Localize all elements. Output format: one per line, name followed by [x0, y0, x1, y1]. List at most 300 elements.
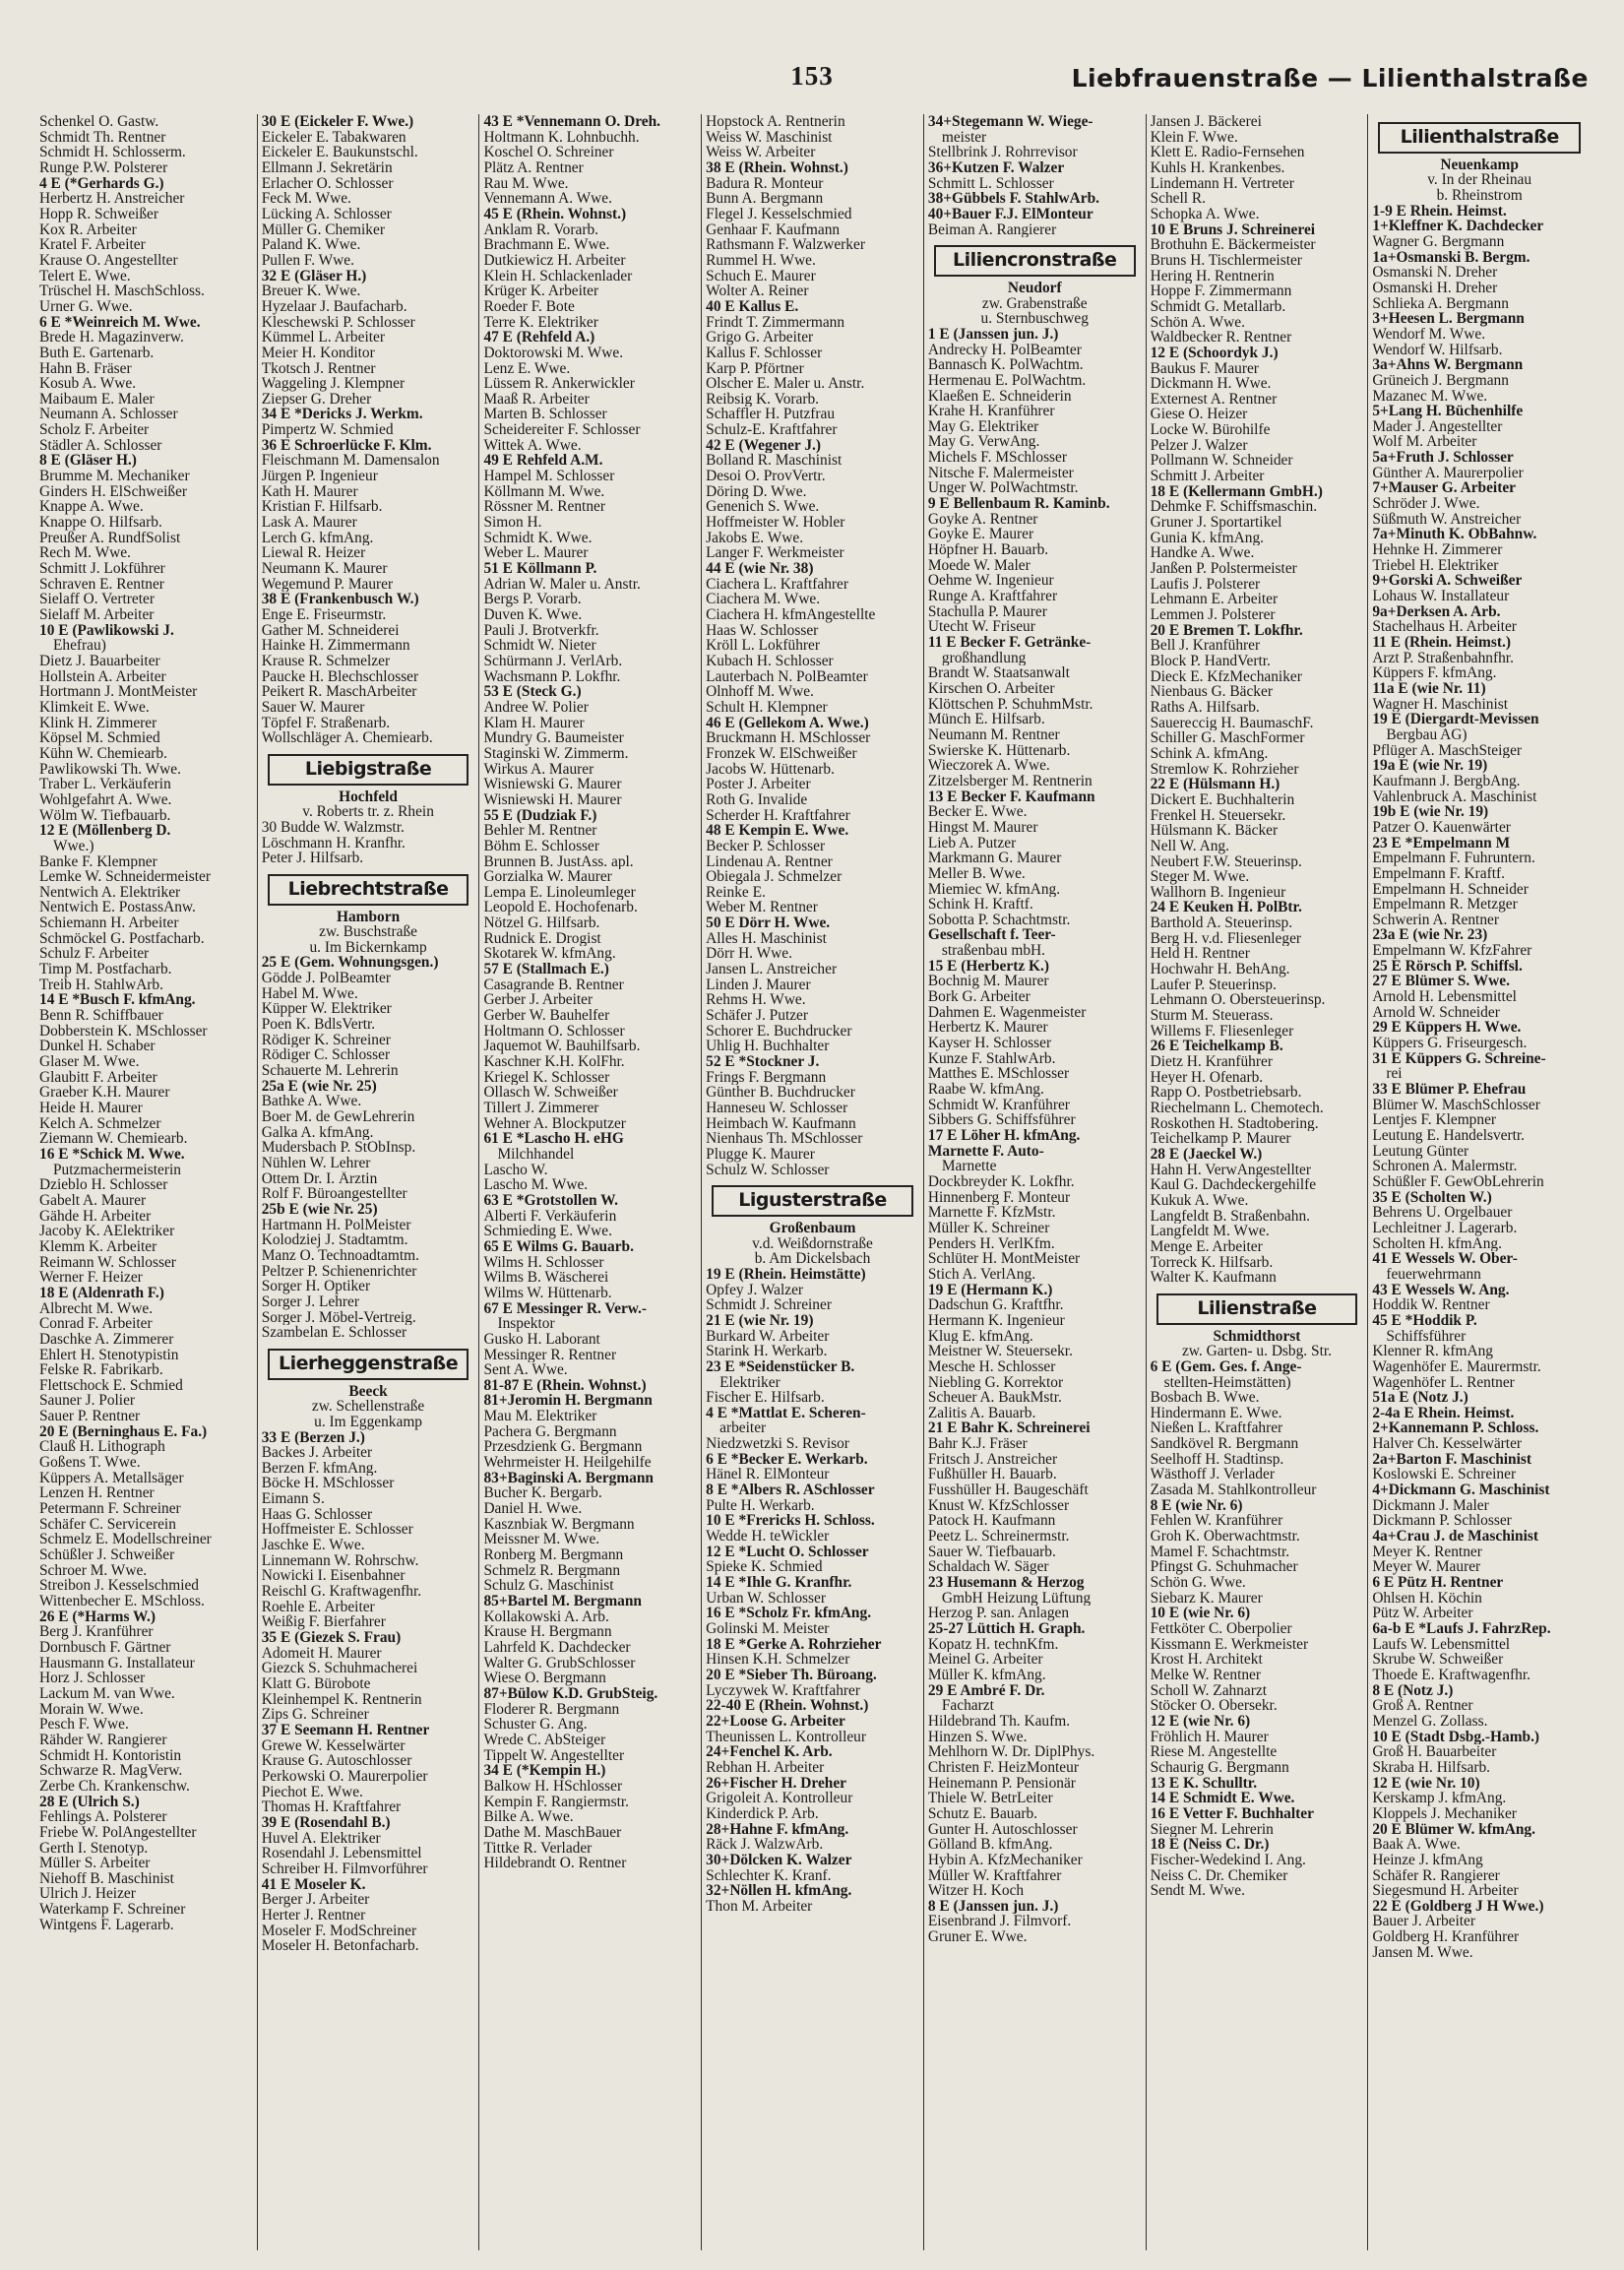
- resident-entry: Thiele W. BetrLeiter: [927, 1791, 1053, 1806]
- resident-entry: Urban W. Schlosser: [706, 1590, 826, 1607]
- resident-entry: Lahrfeld K. Dachdecker: [483, 1639, 631, 1656]
- house-entry: 37 E Seemann H. Rentner: [261, 1722, 430, 1738]
- resident-entry: Kratel F. Arbeiter: [39, 237, 146, 253]
- house-entry: 12 E (Schoordyk J.): [1150, 345, 1279, 361]
- resident-entry: Kosub A. Wwe.: [39, 376, 137, 392]
- resident-entry: Brunnen B. JustAss. apl.: [483, 853, 634, 870]
- resident-entry: Lascho W.: [483, 1162, 548, 1178]
- resident-entry: Witzer H. Koch: [927, 1883, 1025, 1899]
- resident-entry: Doktorowski M. Wwe.: [483, 345, 624, 361]
- resident-entry: Felske R. Fabrikarb.: [39, 1362, 163, 1378]
- resident-entry: Adomeit H. Maurer: [261, 1645, 382, 1662]
- resident-entry: Poen K. BdlsVertr.: [261, 1017, 376, 1033]
- resident-entry: Patock H. Kaufmann: [927, 1513, 1056, 1530]
- resident-entry: Jakobs E. Wwe.: [706, 530, 804, 546]
- resident-entry: Kollakowski A. Arb.: [483, 1608, 609, 1625]
- resident-entry: Klink H. Zimmerer: [39, 715, 157, 731]
- resident-entry: Klimkeit E. Wwe.: [39, 699, 150, 716]
- resident-entry: Feck M. Wwe.: [261, 191, 351, 207]
- resident-entry: Riese M. Angestellte: [1150, 1744, 1278, 1760]
- resident-entry: Klein H. Schlackenlader: [483, 268, 633, 284]
- resident-entry: Laufer P. Steuerinsp.: [1150, 977, 1277, 993]
- resident-entry: Töpfel F. Straßenarb.: [261, 715, 391, 731]
- resident-entry: Hahn B. Fräser: [39, 360, 132, 377]
- resident-entry: Pulte H. Werkarb.: [706, 1497, 815, 1514]
- resident-entry: Krause H. Bergmann: [483, 1624, 612, 1640]
- resident-entry: Triebel H. Elektriker: [1372, 557, 1499, 574]
- house-entry: 4 E (*Gerhards G.): [39, 175, 164, 192]
- resident-entry: Zerbe Ch. Krankenschw.: [39, 1778, 190, 1795]
- resident-entry: Dadschun G. Kraftfhr.: [927, 1297, 1064, 1313]
- resident-entry: Eimann S.: [261, 1491, 325, 1507]
- resident-entry: Schroer M. Wwe.: [39, 1562, 148, 1579]
- resident-entry: Goldberg H. Kranführer: [1372, 1929, 1520, 1945]
- resident-entry: Fehlings A. Polsterer: [39, 1809, 167, 1825]
- resident-entry: Bahr K.J. Fräser: [927, 1436, 1028, 1452]
- resident-entry: Pachera G. Bergmann: [483, 1423, 617, 1440]
- resident-entry: Bunn A. Bergmann: [706, 191, 824, 207]
- house-entry: 36 E Schroerlücke F. Klm.: [261, 437, 432, 454]
- resident-entry: Lyczywek W. Kraftfahrer: [706, 1682, 860, 1699]
- resident-entry: Fusshüller H. Baugeschäft: [927, 1482, 1089, 1498]
- resident-entry: Niedzwetzki S. Revisor: [706, 1436, 849, 1452]
- house-entry: Marnette F. Auto-: [927, 1143, 1044, 1160]
- resident-entry: Reischl G. Kraftwagenfhr.: [261, 1584, 422, 1600]
- resident-entry: Ottem Dr. I. Ärztin: [261, 1170, 378, 1187]
- resident-entry: Wilms W. Hüttenarb.: [483, 1285, 612, 1301]
- resident-entry: Roeder F. Bote: [483, 298, 575, 315]
- resident-entry: Pütz W. Arbeiter: [1372, 1606, 1473, 1621]
- resident-entry: Flegel J. Kesselschmied: [706, 206, 852, 222]
- resident-entry: Hildebrand Th. Kaufm.: [927, 1713, 1071, 1730]
- resident-entry: Höpfner H. Bauarb.: [927, 542, 1049, 558]
- resident-entry: Ciachera L. Kraftfahrer: [706, 576, 848, 593]
- house-entry: 6a-b E *Laufs J. FahrzRep.: [1372, 1621, 1551, 1637]
- resident-entry: Oehme W. Ingenieur: [927, 573, 1054, 590]
- resident-entry: Lask A. Maurer: [261, 515, 357, 531]
- resident-entry: Beiman A. Rangierer: [927, 221, 1057, 238]
- resident-entry: Zalitis A. Bauarb.: [927, 1405, 1036, 1421]
- resident-entry: Müller S. Arbeiter: [39, 1856, 151, 1871]
- resident-entry: Schuster G. Ang.: [483, 1717, 588, 1733]
- resident-entry: Preußer A. RundfSolist: [39, 530, 181, 546]
- resident-entry: Andree W. Polier: [483, 699, 589, 716]
- resident-entry: Klug E. kfmAng.: [927, 1328, 1033, 1345]
- resident-entry: Meyer W. Maurer: [1372, 1559, 1481, 1576]
- resident-entry: Wagenhöfer L. Rentner: [1372, 1374, 1515, 1391]
- resident-entry: Baukus F. Maurer: [1150, 360, 1259, 377]
- house-entry: 16 E Vetter F. Buchhalter: [1150, 1805, 1314, 1822]
- resident-entry: Herter J. Rentner: [261, 1907, 366, 1923]
- house-entry: 20 E (Berninghaus E. Fa.): [39, 1423, 208, 1440]
- resident-entry: Bell J. Kranführer: [1150, 638, 1261, 654]
- resident-entry: Reibsig K. Vorarb.: [706, 391, 820, 408]
- resident-entry: Weißig F. Bierfahrer: [261, 1614, 386, 1631]
- house-entry: 9 E Bellenbaum R. Kaminb.: [927, 496, 1110, 512]
- resident-entry: Giezck S. Schuhmacherei: [261, 1661, 418, 1676]
- house-entry: 23 E *Seidenstücker B.: [706, 1358, 855, 1375]
- house-entry: 48 E Kempin E. Wwe.: [706, 823, 849, 839]
- house-entry: 8 E (Notz J.): [1372, 1682, 1454, 1699]
- resident-entry: Wolf M. Arbeiter: [1372, 434, 1477, 451]
- resident-entry: Schreiber H. Filmvorführer: [261, 1860, 428, 1877]
- resident-entry: Ollasch W. Schweißer: [483, 1085, 618, 1101]
- resident-entry: Roskothen H. Stadtobering.: [1150, 1115, 1319, 1132]
- resident-entry: Peltzer P. Schienenrichter: [261, 1263, 417, 1280]
- resident-entry: Paucke H. Blechschlosser: [261, 668, 419, 685]
- resident-entry: Hoffmeister W. Hobler: [706, 515, 845, 531]
- resident-entry: Schmidt K. Wwe.: [483, 530, 593, 546]
- resident-entry: Bauer J. Arbeiter: [1372, 1914, 1476, 1930]
- house-entry: 81-87 E (Rhein. Wohnst.): [483, 1377, 647, 1394]
- resident-entry: Kissmann E. Werkmeister: [1150, 1636, 1309, 1653]
- resident-entry: Hopp R. Schweißer: [39, 206, 158, 222]
- resident-entry: Heyer H. Ofenarb.: [1150, 1069, 1264, 1086]
- resident-entry: Niehoff B. Maschinist: [39, 1870, 174, 1887]
- continuation-line: Inspektor: [497, 1316, 555, 1332]
- resident-entry: Barthold A. Steuerinsp.: [1150, 915, 1293, 931]
- resident-entry: Krause G. Autoschlosser: [261, 1753, 412, 1769]
- resident-entry: Adrian W. Maler u. Anstr.: [483, 576, 641, 593]
- resident-entry: Kaufmann J. BergbAng.: [1372, 773, 1521, 789]
- resident-entry: Giese O. Heizer: [1150, 407, 1248, 423]
- resident-entry: Lüssem R. Ankerwickler: [483, 376, 635, 392]
- resident-entry: Mesche H. Schlosser: [927, 1358, 1056, 1375]
- continuation-line: feuerwehrmann: [1386, 1266, 1481, 1283]
- resident-entry: Sandkövel R. Bergmann: [1150, 1436, 1299, 1452]
- resident-entry: Herzog P. san. Anlagen: [927, 1606, 1070, 1621]
- resident-entry: Lehmann O. Obersteuerinsp.: [1150, 992, 1326, 1009]
- resident-entry: Schaldach W. Säger: [927, 1559, 1049, 1576]
- resident-entry: Klaeßen E. Schneiderin: [927, 388, 1072, 405]
- resident-entry: Kolodziej J. Stadtamtm.: [261, 1232, 408, 1248]
- resident-entry: Schmidt W. Nieter: [483, 638, 596, 654]
- resident-entry: Ciachera H. kfmAngestellte: [706, 607, 876, 623]
- resident-entry: Gunia K. kfmAng.: [1150, 530, 1265, 546]
- resident-entry: Laufs W. Lebensmittel: [1372, 1636, 1511, 1653]
- resident-entry: Baak A. Wwe.: [1372, 1837, 1461, 1853]
- resident-entry: 30 Budde W. Walzmstr.: [261, 819, 405, 836]
- resident-entry: Herbertz K. Maurer: [927, 1020, 1048, 1037]
- continuation-line: stellten-Heimstätten): [1163, 1374, 1291, 1391]
- house-entry: 22-40 E (Rhein. Wohnst.): [706, 1698, 869, 1714]
- resident-entry: Plugge K. Maurer: [706, 1146, 815, 1163]
- resident-entry: Wittenbecher E. MSchloss.: [39, 1594, 205, 1609]
- resident-entry: Fischer-Wedekind I. Ang.: [1150, 1852, 1306, 1868]
- resident-entry: Knust W. KfzSchlosser: [927, 1497, 1070, 1514]
- resident-entry: Berg H. v.d. Fliesenleger: [1150, 930, 1302, 947]
- resident-entry: Meinel G. Arbeiter: [927, 1652, 1043, 1668]
- resident-entry: Hermenau E. PolWachtm.: [927, 372, 1087, 389]
- resident-entry: Theunissen L. Kontrolleur: [706, 1729, 867, 1745]
- resident-entry: Zitzelsberger M. Rentnerin: [927, 773, 1093, 789]
- resident-entry: Flettschock E. Schmied: [39, 1377, 183, 1394]
- resident-entry: Grigo G. Arbeiter: [706, 330, 814, 346]
- resident-entry: Schön G. Wwe.: [1150, 1575, 1246, 1591]
- resident-entry: Piechot E. Wwe.: [261, 1784, 363, 1800]
- resident-entry: Thomas H. Kraftfahrer: [261, 1799, 402, 1815]
- directory-columns: [35, 114, 1591, 2250]
- resident-entry: Schüßler J. Schweißer: [39, 1547, 175, 1563]
- resident-entry: Dickmann J. Maler: [1372, 1497, 1489, 1514]
- continuation-line: Marnette: [941, 1159, 997, 1174]
- resident-entry: Lieb A. Putzer: [927, 835, 1017, 851]
- resident-entry: Klemm K. Arbeiter: [39, 1238, 157, 1255]
- resident-entry: Balkow H. HSchlosser: [483, 1778, 623, 1795]
- resident-entry: Wagner H. Maschinist: [1372, 696, 1508, 713]
- resident-entry: Klöttschen P. SchuhmMstr.: [927, 696, 1093, 713]
- house-entry: 16 E *Schick M. Wwe.: [39, 1146, 185, 1163]
- resident-entry: Przesdzienk G. Bergmann: [483, 1439, 643, 1456]
- resident-entry: Jaschke E. Wwe.: [261, 1538, 365, 1553]
- resident-entry: Jansen L. Anstreicher: [706, 962, 838, 977]
- resident-entry: Schröder J. Wwe.: [1372, 496, 1480, 512]
- resident-entry: Schronen A. Malermstr.: [1372, 1159, 1518, 1174]
- house-entry: 6 E *Weinreich M. Wwe.: [39, 314, 201, 331]
- resident-entry: Genenich S. Wwe.: [706, 499, 820, 516]
- resident-entry: Torreck K. Hilfsarb.: [1150, 1254, 1274, 1271]
- resident-entry: Mudersbach P. StObInsp.: [261, 1140, 416, 1156]
- continuation-line: Elektriker: [719, 1374, 781, 1391]
- house-entry: 34 E *Dericks J. Werkm.: [261, 407, 423, 423]
- resident-entry: Mau M. Elektriker: [483, 1409, 597, 1424]
- resident-entry: Moede W. Maler: [927, 557, 1031, 574]
- resident-entry: Alberti F. Verkäuferin: [483, 1208, 617, 1225]
- resident-entry: Mader J. Angestellter: [1372, 418, 1503, 435]
- resident-entry: Koschel O. Schreiner: [483, 145, 614, 160]
- resident-entry: Heinze J. kfmAng: [1372, 1852, 1483, 1868]
- house-entry: 15 E (Herbertz K.): [927, 958, 1049, 975]
- resident-entry: Simon H.: [483, 515, 542, 531]
- resident-entry: Arzt P. Straßenbahnfhr.: [1372, 650, 1514, 666]
- resident-entry: Ginders H. ElSchweißer: [39, 483, 188, 500]
- resident-entry: Bergs P. Vorarb.: [483, 592, 582, 607]
- resident-entry: Nienhaus Th. MSchlosser: [706, 1131, 863, 1147]
- resident-entry: Fronzek W. ElSchweißer: [706, 745, 857, 762]
- resident-entry: Mazanec M. Wwe.: [1372, 388, 1488, 405]
- resident-entry: Wirkus A. Maurer: [483, 761, 594, 778]
- resident-entry: Rosendahl J. Lebensmittel: [261, 1846, 422, 1861]
- resident-entry: Empelmann F. Kraftf.: [1372, 865, 1505, 882]
- house-entry: 5+Lang H. Büchenhilfe: [1372, 404, 1524, 419]
- resident-entry: Sorger J. Möbel-Vertreig.: [261, 1309, 416, 1326]
- resident-entry: Stellbrink J. Rohrrevisor: [927, 145, 1078, 160]
- resident-entry: Schäfer J. Putzer: [706, 1008, 809, 1024]
- resident-entry: Leopold E. Hochofenarb.: [483, 900, 638, 916]
- resident-entry: Thoede E. Kraftwagenfhr.: [1372, 1667, 1530, 1683]
- resident-entry: Uhlig H. Buchhalter: [706, 1039, 830, 1055]
- resident-entry: Goßens T. Wwe.: [39, 1455, 141, 1471]
- resident-entry: Küppers G. Friseurgesch.: [1372, 1036, 1528, 1051]
- resident-entry: Stachelhaus H. Arbeiter: [1372, 619, 1517, 635]
- resident-entry: Krahe H. Kranführer: [927, 404, 1055, 419]
- resident-entry: Stöcker O. Obersekr.: [1150, 1698, 1278, 1714]
- resident-entry: Küppers F. kfmAng.: [1372, 665, 1497, 681]
- resident-entry: Schell R.: [1150, 191, 1207, 207]
- house-entry: 19a E (wie Nr. 19): [1372, 758, 1488, 774]
- resident-entry: Block P. HandVertr.: [1150, 653, 1271, 669]
- house-entry: 24+Fenchel K. Arb.: [706, 1744, 833, 1760]
- house-entry: 19 E (Hermann K.): [927, 1282, 1053, 1298]
- resident-entry: Sorger J. Lehrer: [261, 1293, 360, 1310]
- resident-entry: Teichelkamp P. Maurer: [1150, 1131, 1291, 1147]
- resident-entry: Halver Ch. Kesselwärter: [1372, 1436, 1523, 1452]
- house-entry: 67 E Messinger R. Verw.-: [483, 1300, 648, 1317]
- house-entry: 40+Bauer F.J. ElMonteur: [927, 206, 1093, 222]
- resident-entry: Schmidt H. Kontoristin: [39, 1747, 182, 1764]
- resident-entry: Jansen M. Wwe.: [1372, 1944, 1473, 1961]
- resident-entry: Pelzer J. Walzer: [1150, 437, 1248, 454]
- resident-entry: Eickeler E. Tabakwaren: [261, 129, 406, 146]
- resident-entry: Obiegala J. Schmelzer: [706, 869, 843, 885]
- resident-entry: Weber M. Rentner: [706, 900, 818, 916]
- resident-entry: Sent A. Wwe.: [483, 1362, 568, 1378]
- resident-entry: Kleinhempel K. Rentnerin: [261, 1691, 422, 1708]
- house-entry: 26 E (*Harms W.): [39, 1608, 156, 1625]
- house-entry: 31 E Küppers G. Schreine-: [1372, 1050, 1546, 1067]
- house-entry: 8 E *Albers R. ASchlosser: [706, 1482, 875, 1498]
- resident-entry: Hülsmann K. Bäcker: [1150, 823, 1279, 839]
- house-entry: 22 E (Hülsmann H.): [1150, 777, 1280, 792]
- column-5: [924, 114, 1147, 2250]
- resident-entry: Reinke E.: [706, 884, 766, 901]
- resident-entry: Hoffmeister E. Schlosser: [261, 1522, 413, 1539]
- resident-entry: Lauterbach N. PolBeamter: [706, 668, 868, 685]
- resident-entry: Daniel H. Wwe.: [483, 1501, 583, 1517]
- resident-entry: Hyzelaar J. Baufacharb.: [261, 298, 407, 315]
- resident-entry: Schult H. Klempner: [706, 699, 828, 716]
- street-extent: u. Sternbuschweg: [980, 311, 1089, 327]
- resident-entry: Hoddik W. Rentner: [1372, 1297, 1490, 1313]
- house-entry: 23 Husemann & Herzog: [927, 1575, 1085, 1591]
- resident-entry: Sibbers G. Schiffsführer: [927, 1112, 1076, 1128]
- resident-entry: Nienbaus G. Bäcker: [1150, 684, 1273, 700]
- resident-entry: Messinger R. Rentner: [483, 1347, 617, 1363]
- resident-entry: Pauli J. Brotverkfr.: [483, 622, 599, 639]
- resident-entry: Bilke A. Wwe.: [483, 1809, 574, 1825]
- resident-entry: Groß H. Bauarbeiter: [1372, 1744, 1497, 1760]
- resident-entry: Schön A. Wwe.: [1150, 314, 1245, 331]
- page-header: [35, 61, 1589, 110]
- resident-entry: Eickeler E. Baukunstschl.: [261, 145, 418, 160]
- resident-entry: Melke W. Rentner: [1150, 1667, 1262, 1683]
- house-entry: 25b E (wie Nr. 25): [261, 1201, 378, 1218]
- page-number: 153: [790, 61, 834, 91]
- house-entry: 25 E Rörsch P. Schiffsl.: [1372, 958, 1523, 975]
- resident-entry: Lentjes F. Klempner: [1372, 1112, 1497, 1128]
- house-entry: 3a+Ahns W. Bergmann: [1372, 357, 1524, 373]
- house-entry: 20 E *Sieber Th. Büroang.: [706, 1667, 877, 1683]
- house-entry: 1-9 E Rhein. Heimst.: [1372, 203, 1507, 220]
- resident-entry: Schwerin A. Rentner: [1372, 912, 1499, 928]
- continuation-line: Schiffsführer: [1386, 1328, 1467, 1345]
- resident-entry: Nell W. Ang.: [1150, 838, 1229, 854]
- resident-entry: Urner G. Wwe.: [39, 298, 133, 315]
- resident-entry: Schmitt L. Schlosser: [927, 175, 1054, 192]
- resident-entry: Raths A. Hilfsarb.: [1150, 699, 1260, 716]
- resident-entry: Hermann K. Ingenieur: [927, 1312, 1065, 1329]
- resident-entry: Dieck E. KfzMechaniker: [1150, 668, 1302, 685]
- resident-entry: Ulrich J. Heizer: [39, 1886, 136, 1903]
- resident-entry: Schmidt J. Schreiner: [706, 1297, 832, 1313]
- resident-entry: Moseler H. Betonfacharb.: [261, 1938, 419, 1954]
- house-entry: 28 E (Ulrich S.): [39, 1794, 140, 1810]
- resident-entry: Weiss W. Arbeiter: [706, 145, 816, 160]
- resident-entry: Schulz F. Arbeiter: [39, 946, 150, 963]
- house-entry: 42 E (Wegener J.): [706, 437, 821, 454]
- house-entry: 35 E (Scholten W.): [1372, 1189, 1492, 1206]
- resident-entry: Kristian F. Hilfsarb.: [261, 499, 383, 516]
- resident-entry: Löschmann H. Kranfhr.: [261, 835, 406, 851]
- resident-entry: Neiss C. Dr. Chemiker: [1150, 1867, 1288, 1884]
- resident-entry: Goyke E. Maurer: [927, 527, 1034, 543]
- resident-entry: Lechleitner J. Lagerarb.: [1372, 1220, 1518, 1236]
- resident-entry: Köllmann M. Wwe.: [483, 483, 605, 500]
- resident-entry: Bruns H. Tischlermeister: [1150, 252, 1302, 269]
- resident-entry: Trüschel H. MaschSchloss.: [39, 284, 205, 299]
- resident-entry: Menzel G. Zollass.: [1372, 1713, 1488, 1730]
- resident-entry: Markmann G. Maurer: [927, 851, 1062, 866]
- resident-entry: Walter K. Kaufmann: [1150, 1270, 1277, 1286]
- resident-entry: Skotarek W. kfmAng.: [483, 946, 616, 963]
- resident-entry: Maaß R. Arbeiter: [483, 391, 590, 408]
- resident-entry: Sauer P. Rentner: [39, 1409, 141, 1424]
- resident-entry: Penders H. VerlKfm.: [927, 1235, 1055, 1252]
- resident-entry: Raabe W. kfmAng.: [927, 1082, 1044, 1098]
- house-entry: 25 E (Gem. Wohnungsgen.): [261, 955, 439, 972]
- resident-entry: Bolland R. Maschinist: [706, 453, 843, 470]
- resident-entry: Haas G. Schlosser: [261, 1506, 373, 1523]
- resident-entry: Schutz E. Bauarb.: [927, 1805, 1037, 1822]
- resident-entry: Dunkel H. Schaber: [39, 1039, 156, 1055]
- house-entry: 29 E Küppers H. Wwe.: [1372, 1020, 1522, 1037]
- resident-entry: Brumme M. Mechaniker: [39, 469, 190, 484]
- resident-entry: Wagner G. Bergmann: [1372, 233, 1505, 250]
- street-heading: Liebrechtstraße: [268, 874, 469, 906]
- house-entry: 45 E (Rhein. Wohnst.): [483, 206, 627, 222]
- resident-entry: Szambelan E. Schlosser: [261, 1325, 407, 1341]
- house-entry: 25-27 Lüttich H. Graph.: [927, 1621, 1086, 1637]
- house-entry: 65 E Wilms G. Bauarb.: [483, 1238, 634, 1255]
- resident-entry: Schwarze R. MagVerw.: [39, 1763, 183, 1779]
- resident-entry: Städler A. Schlosser: [39, 437, 162, 454]
- resident-entry: Patzer O. Kauenwärter: [1372, 819, 1511, 836]
- resident-entry: Matthes E. MSchlosser: [927, 1066, 1070, 1083]
- resident-entry: Krost H. Architekt: [1150, 1652, 1263, 1668]
- resident-entry: Müller G. Chemiker: [261, 221, 385, 238]
- resident-entry: Osmanski H. Dreher: [1372, 280, 1498, 296]
- resident-entry: Walter G. GrubSchlosser: [483, 1655, 636, 1671]
- resident-entry: Badura R. Monteur: [706, 175, 824, 192]
- house-entry: 6 E (Gem. Ges. f. Ange-: [1150, 1358, 1302, 1375]
- resident-entry: Marten B. Schlosser: [483, 407, 607, 423]
- resident-entry: Vahlenbruck A. Maschinist: [1372, 788, 1537, 805]
- house-entry: 32+Nöllen H. kfmAng.: [706, 1883, 852, 1899]
- resident-entry: Huvel A. Elektriker: [261, 1830, 381, 1847]
- resident-entry: Zips G. Schreiner: [261, 1707, 369, 1723]
- resident-entry: Dzieblo H. Schlosser: [39, 1177, 168, 1193]
- resident-entry: Herbertz H. Anstreicher: [39, 191, 185, 207]
- house-entry: 17 E Löher H. kfmAng.: [927, 1128, 1081, 1144]
- resident-entry: Glaser M. Wwe.: [39, 1054, 140, 1070]
- resident-entry: Wolter A. Reiner: [706, 284, 809, 299]
- continuation-line: arbeiter: [719, 1420, 767, 1437]
- resident-entry: Ziemann W. Chemiearb.: [39, 1131, 188, 1147]
- house-entry: 26+Fischer H. Dreher: [706, 1775, 846, 1792]
- resident-entry: Schopka A. Wwe.: [1150, 206, 1260, 222]
- house-entry: 57 E (Stallmach E.): [483, 962, 609, 977]
- resident-entry: Kaul G. Dachdeckergehilfe: [1150, 1177, 1317, 1193]
